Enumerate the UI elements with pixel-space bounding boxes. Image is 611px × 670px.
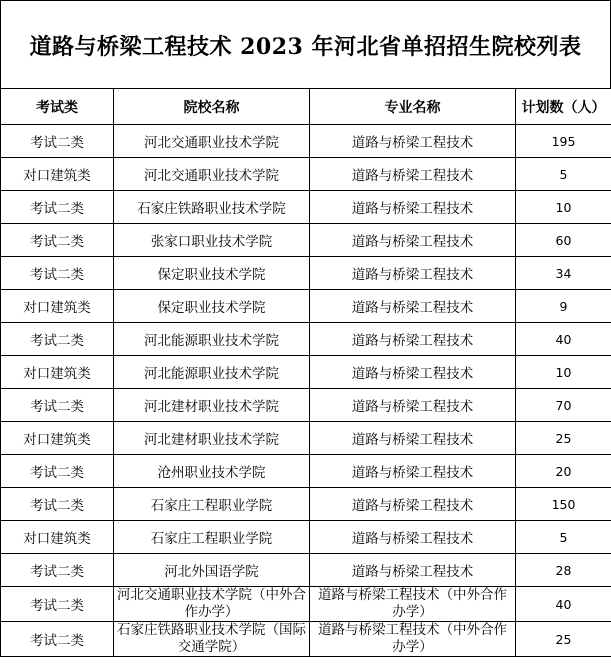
- cell-category: 对口建筑类: [1, 158, 114, 191]
- cell-category: 考试二类: [1, 323, 114, 356]
- cell-school: 河北交通职业技术学院（中外合作办学）: [114, 587, 310, 622]
- cell-major: 道路与桥梁工程技术: [310, 521, 516, 554]
- cell-major: 道路与桥梁工程技术: [310, 257, 516, 290]
- table-body: [1, 125, 611, 657]
- cell-school: 河北外国语学院: [114, 554, 310, 587]
- cell-category: 对口建筑类: [1, 521, 114, 554]
- cell-major: 道路与桥梁工程技术: [310, 323, 516, 356]
- cell-plan: 20: [516, 455, 611, 488]
- table-header: [1, 89, 611, 125]
- cell-major: 道路与桥梁工程技术: [310, 125, 516, 158]
- cell-plan: 5: [516, 521, 611, 554]
- table-row: [1, 257, 611, 290]
- cell-school: 石家庄工程职业学院: [114, 488, 310, 521]
- cell-school: 石家庄铁路职业技术学院（国际交通学院）: [114, 622, 310, 657]
- cell-category: 考试二类: [1, 191, 114, 224]
- cell-category: 考试二类: [1, 554, 114, 587]
- page-title: 道路与桥梁工程技术 2023 年河北省单招招生院校列表: [0, 0, 611, 89]
- table-row: [1, 422, 611, 455]
- cell-major: 道路与桥梁工程技术: [310, 455, 516, 488]
- cell-plan: 5: [516, 158, 611, 191]
- cell-plan: 34: [516, 257, 611, 290]
- cell-school: 保定职业技术学院: [114, 290, 310, 323]
- cell-plan: 10: [516, 356, 611, 389]
- cell-plan: 150: [516, 488, 611, 521]
- cell-major: 道路与桥梁工程技术: [310, 422, 516, 455]
- cell-major: 道路与桥梁工程技术: [310, 158, 516, 191]
- cell-school: 河北建材职业技术学院: [114, 422, 310, 455]
- header-major: 专业名称: [310, 89, 516, 125]
- cell-major: 道路与桥梁工程技术（中外合作办学）: [310, 622, 516, 657]
- cell-plan: 25: [516, 622, 611, 657]
- header-plan: 计划数（人）: [516, 89, 611, 125]
- cell-school: 河北能源职业技术学院: [114, 356, 310, 389]
- cell-school: 保定职业技术学院: [114, 257, 310, 290]
- cell-category: 对口建筑类: [1, 356, 114, 389]
- header-school: 院校名称: [114, 89, 310, 125]
- table-row: [1, 323, 611, 356]
- cell-school: 河北能源职业技术学院: [114, 323, 310, 356]
- table-row: [1, 290, 611, 323]
- cell-category: 对口建筑类: [1, 422, 114, 455]
- cell-major: 道路与桥梁工程技术: [310, 191, 516, 224]
- table-row: [1, 488, 611, 521]
- cell-school: 沧州职业技术学院: [114, 455, 310, 488]
- cell-school: 张家口职业技术学院: [114, 224, 310, 257]
- cell-school: 河北交通职业技术学院: [114, 125, 310, 158]
- cell-school: 石家庄铁路职业技术学院: [114, 191, 310, 224]
- cell-category: 考试二类: [1, 622, 114, 657]
- cell-major: 道路与桥梁工程技术: [310, 554, 516, 587]
- cell-plan: 60: [516, 224, 611, 257]
- cell-category: 考试二类: [1, 488, 114, 521]
- cell-category: 考试二类: [1, 389, 114, 422]
- header-row: [1, 89, 611, 125]
- cell-school: 河北建材职业技术学院: [114, 389, 310, 422]
- cell-school: 石家庄工程职业学院: [114, 521, 310, 554]
- table-row: [1, 455, 611, 488]
- table-row: [1, 125, 611, 158]
- cell-category: 考试二类: [1, 257, 114, 290]
- cell-category: 对口建筑类: [1, 290, 114, 323]
- cell-category: 考试二类: [1, 125, 114, 158]
- cell-plan: 10: [516, 191, 611, 224]
- cell-plan: 70: [516, 389, 611, 422]
- cell-major: 道路与桥梁工程技术: [310, 224, 516, 257]
- cell-plan: 40: [516, 323, 611, 356]
- cell-plan: 9: [516, 290, 611, 323]
- cell-category: 考试二类: [1, 224, 114, 257]
- table-row: [1, 521, 611, 554]
- cell-plan: 25: [516, 422, 611, 455]
- table-row: [1, 554, 611, 587]
- table-row: [1, 356, 611, 389]
- cell-plan: 40: [516, 587, 611, 622]
- table-row: [1, 587, 611, 622]
- cell-category: 考试二类: [1, 587, 114, 622]
- table-row: [1, 191, 611, 224]
- cell-major: 道路与桥梁工程技术: [310, 389, 516, 422]
- header-category: 考试类: [1, 89, 114, 125]
- table-row: [1, 224, 611, 257]
- table-row: [1, 158, 611, 191]
- cell-school: 河北交通职业技术学院: [114, 158, 310, 191]
- cell-plan: 28: [516, 554, 611, 587]
- cell-major: 道路与桥梁工程技术: [310, 356, 516, 389]
- cell-major: 道路与桥梁工程技术（中外合作办学）: [310, 587, 516, 622]
- cell-major: 道路与桥梁工程技术: [310, 488, 516, 521]
- cell-plan: 195: [516, 125, 611, 158]
- cell-category: 考试二类: [1, 455, 114, 488]
- school-list-table: [0, 88, 611, 657]
- table-row: [1, 622, 611, 657]
- cell-major: 道路与桥梁工程技术: [310, 290, 516, 323]
- table-row: [1, 389, 611, 422]
